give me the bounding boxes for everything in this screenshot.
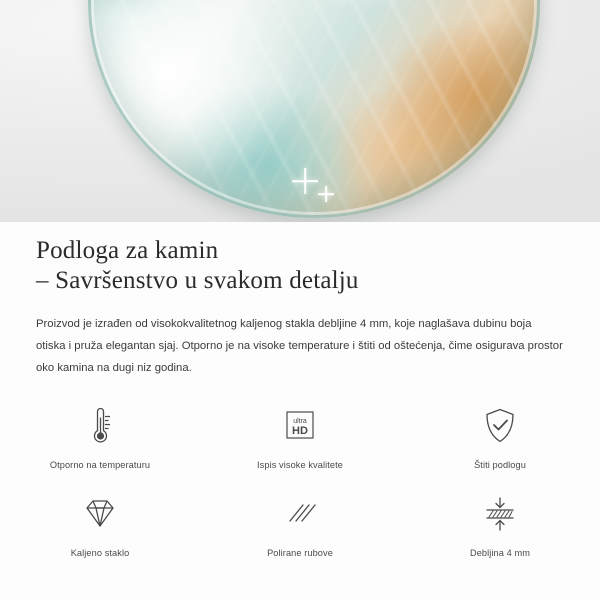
feature-label: Polirane rubove <box>267 548 333 558</box>
feature-label: Otporno na temperaturu <box>49 460 151 470</box>
page-title <box>0 222 600 296</box>
feature-label: Ispis visoke kvalitete <box>257 460 343 470</box>
feature-temperature-resistant <box>0 398 200 470</box>
glass-plate-product-image <box>88 0 540 218</box>
feature-thickness <box>400 486 600 558</box>
svg-text:HD: HD <box>292 425 308 437</box>
feature-polished-edges <box>200 486 400 558</box>
feature-row-bottom <box>0 486 600 558</box>
feature-high-quality-print <box>200 398 400 470</box>
feature-label: Kaljeno staklo <box>70 548 130 558</box>
hero-image <box>0 0 600 222</box>
feature-list <box>0 398 600 558</box>
product-description: Proizvod je izrađen od visokokvalitetnog kaljenog stakla debljine 4 mm, koje naglašava dubinu boja otiska i pruža elegantan sjaj. Otporno je na visoke temperature i štiti od oštećenja, čime osigurava prostor oko kamina na dugi niz godina. <box>36 318 563 374</box>
thermometer-icon <box>80 404 120 448</box>
ultra-hd-icon <box>279 404 321 448</box>
svg-text:ultra: ultra <box>293 418 307 425</box>
polished-edges-icon <box>279 492 321 536</box>
text-content <box>0 222 600 379</box>
feature-row-top <box>0 398 600 470</box>
headline-line-1: Podloga za kamin <box>36 237 219 264</box>
diamond-icon <box>78 492 122 536</box>
thickness-icon <box>479 492 521 536</box>
feature-label: Štiti podlogu <box>474 460 526 470</box>
shield-check-icon <box>479 404 521 448</box>
feature-label: Debljina 4 mm <box>469 548 531 558</box>
headline-line-2: – Savršenstvo u svakom detalju <box>36 267 359 294</box>
feature-protects-surface <box>400 398 600 470</box>
feature-tempered-glass <box>0 486 200 558</box>
